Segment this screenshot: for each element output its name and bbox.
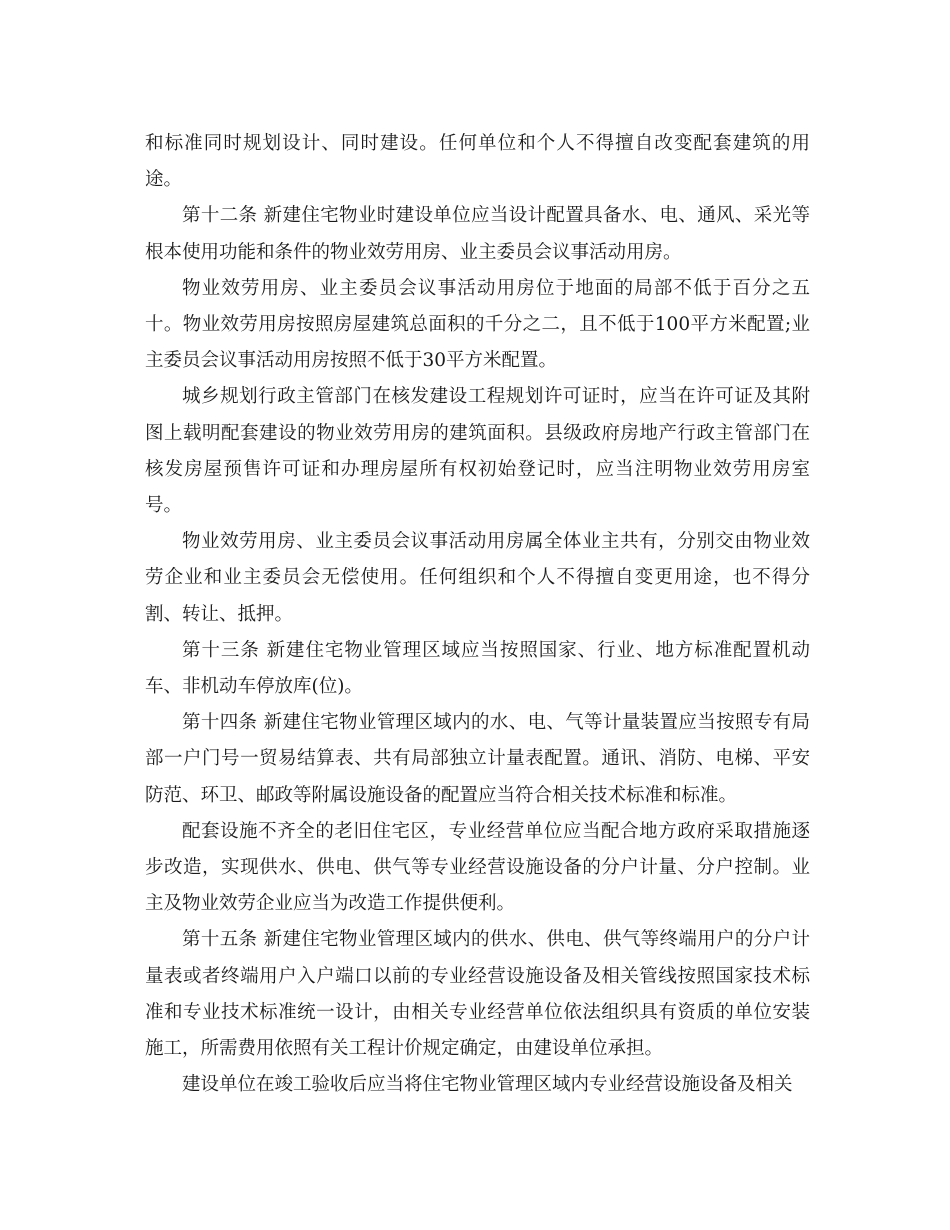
paragraph-planning-permit: 城乡规划行政主管部门在核发建设工程规划许可证时，应当在许可证及其附图上载明配套建设的物业效劳用房的建筑面积。县级政府房地产行政主管部门在核发房屋预售许可证和办理房屋所有权初始登记时，应当注明物业效劳用房室号。 <box>145 386 810 517</box>
paragraph-continuation: 和标准同时规划设计、同时建设。任何单位和个人不得擅自改变配套建筑的用途。 <box>145 133 810 191</box>
paragraph-article-13: 第十三条 新建住宅物业管理区域应当按照国家、行业、地方标准配置机动车、非机动车停放库(位)。 <box>145 639 810 698</box>
paragraph-service-room-area: 物业效劳用房、业主委员会议事活动用房位于地面的局部不低于百分之五十。物业效劳用房按照房屋建筑总面积的千分之二，且不低于100平方米配置;业主委员会议事活动用房按照不低于30平方米配置。 <box>145 277 810 372</box>
paragraph-article-15: 第十五条 新建住宅物业管理区域内的供水、供电、供气等终端用户的分户计量表或者终端用户入户端口以前的专业经营设施设备及相关管线按照国家技术标准和专业技术标准统一设计，由相关专业经营单位依法组织具有资质的单位安装施工，所需费用依照有关工程计价规定确定，由建设单位承担。 <box>145 929 810 1060</box>
paragraph-old-residential: 配套设施不齐全的老旧住宅区，专业经营单位应当配合地方政府采取措施逐步改造，实现供水、供电、供气等专业经营设施设备的分户计量、分户控制。业主及物业效劳企业应当为改造工作提供便利。 <box>145 820 810 915</box>
paragraph-article-14: 第十四条 新建住宅物业管理区域内的水、电、气等计量装置应当按照专有局部一户门号一贸易结算表、共有局部独立计量表配置。通讯、消防、电梯、平安防范、环卫、邮政等附属设施设备的配置应当符合相关技术标准和标准。 <box>145 712 810 806</box>
paragraph-ownership: 物业效劳用房、业主委员会议事活动用房属全体业主共有，分别交由物业效劳企业和业主委员会无偿使用。任何组织和个人不得擅自变更用途，也不得分割、转让、抵押。 <box>145 531 810 625</box>
document-body <box>145 126 810 1103</box>
paragraph-completion-acceptance: 建设单位在竣工验收后应当将住宅物业管理区域内专业经营设施设备及相关 <box>182 1074 793 1096</box>
paragraph-article-12: 第十二条 新建住宅物业时建设单位应当设计配置具备水、电、通风、采光等根本使用功能和条件的物业效劳用房、业主委员会议事活动用房。 <box>145 205 810 263</box>
